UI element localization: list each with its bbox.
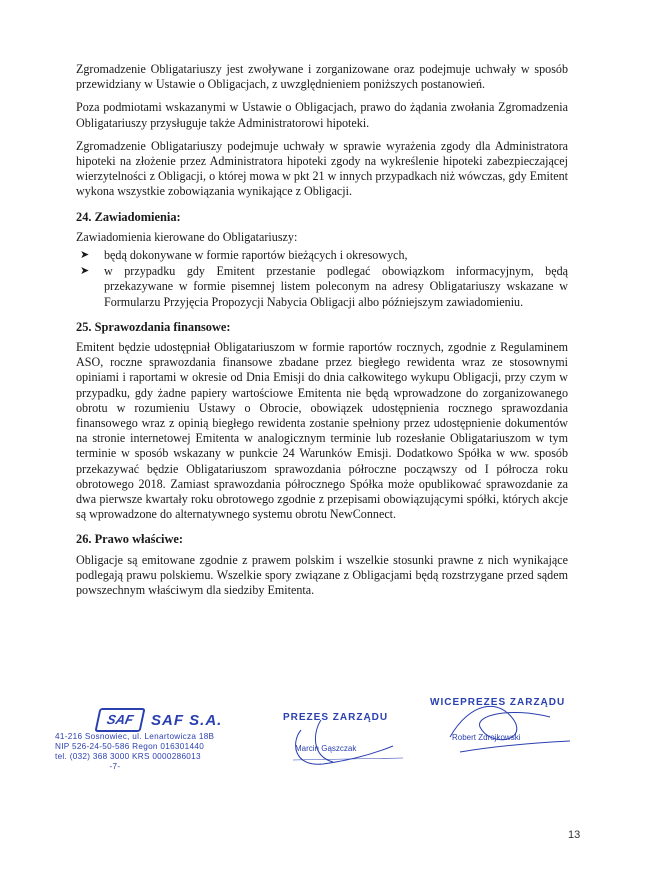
list-item xyxy=(76,248,568,263)
signature-title: PREZES ZARZĄDU xyxy=(283,712,389,723)
section-26-body: Obligacje są emitowane zgodnie z prawem polskim i wszelkie stosunki prawne z nich wynikające podlegają prawu polskiemu. Wszelkie spory związane z Obligacjami będą rozstrzygane przed sądem powszechnym właściwym dla siedziby Emitenta. xyxy=(76,552,568,598)
heading-section-26: 26. Prawo właściwe: xyxy=(76,532,184,547)
signature-title: WICEPREZES ZARZĄDU xyxy=(430,697,566,708)
list-item xyxy=(76,264,568,310)
document-body xyxy=(76,62,568,606)
page-number: 13 xyxy=(568,829,581,841)
arrow-bullet-icon: ➤ xyxy=(80,265,90,278)
section-24-intro: Zawiadomienia kierowane do Obligatariuszy: xyxy=(76,229,298,244)
list-item-text: będą dokonywane w formie raportów bieżących i okresowych, xyxy=(104,248,408,263)
signature-name: Robert Zdrojkowski xyxy=(452,733,521,742)
section-24-list xyxy=(76,248,568,310)
paragraph-meeting-convening: Zgromadzenie Obligatariuszy jest zwoływane i zorganizowane oraz podejmuje uchwały w sposób przewidziany w Ustawie o Obligacjach, z uwzględnieniem poniższych postanowień. xyxy=(76,62,568,92)
section-25-body: Emitent będzie udostępniał Obligatariuszom w formie raportów rocznych, zgodnie z Regulaminem ASO, roczne sprawozdania finansowe zbadane przez biegłego rewidenta wraz ze stosownymi opiniami i raportami w okresie od Dnia Emisji do dnia całkowitego wykupu Obligacji, przy czym w przypadku, gdy żadne papiery wartościowe Emitenta nie będą wprowadzone do zorganizowanego obrotu w rozumieniu Ustawy o Obrocie, obowiązek udostępnienia rocznego sprawozdania finansowego wraz z opinią biegłego rewidenta zostanie spełniony przez udostępnienie dokumentów na stronie internetowej Emitenta w analogicznym terminie lub rozesłanie Obligatariuszom w tym terminie w sposób wskazany w punkcie 24 Warunków Emisji. Dodatkowo Spółka w ww. sposób przekazywać będzie Obligatariuszom sprawozdania półroczne począwszy od I półrocza roku obrotowego 2018. Zamiast sprawozdania półrocznego Spółka może opublikować sprawozdanie za dwa pierwsze kwartały roku obrotowego zgodnie z przepisami obowiązującymi spółki, których akcje są wprowadzone do alternatywnego systemu obrotu NewConnect. xyxy=(76,340,568,522)
heading-section-24: 24. Zawiadomienia: xyxy=(76,209,181,224)
company-phone-krs: tel. (032) 368 3000 KRS 0000286013 xyxy=(55,752,201,761)
signature-vice-president xyxy=(430,697,580,767)
company-name: SAF S.A. xyxy=(151,711,223,729)
paragraph-meeting-resolutions: Zgromadzenie Obligatariuszy podejmuje uchwały w sprawie wyrażenia zgody dla Administratora hipoteki na złożenie przez Administratora hipoteki zgody na wykreślenie hipoteki zabezpieczającej wierzytelności z Obligacji, o której mowa w pkt 21 w innych przypadkach niż wówczas, gdy Emitent wykona wszystkie zobowiązania wynikające z Obligacji. xyxy=(76,138,568,199)
company-nip-regon: NIP 526-24-50-586 Regon 016301440 xyxy=(55,742,205,751)
heading-section-25: 25. Sprawozdania finansowe: xyxy=(76,319,231,334)
paragraph-meeting-right: Poza podmiotami wskazanymi w Ustawie o Obligacjach, prawo do żądania zwołania Zgromadzenia Obligatariuszy przysługuje także Administratorowi hipoteki. xyxy=(76,100,568,130)
list-item-text: w przypadku gdy Emitent przestanie podlegać obowiązkom informacyjnym, będą przekazywane w formie pisemnej listem poleconym na adresy Obligatariuszy wskazane w Formularzu Przyjęcia Propozycji Nabycia Obligacji albo późniejszym zawiadomieniu. xyxy=(104,264,568,309)
signature-name: Marcin Gąszczak xyxy=(295,744,357,753)
saf-logo-icon: SAF xyxy=(94,708,145,732)
signature-president xyxy=(283,712,413,782)
signature-scribble-icon xyxy=(430,697,580,767)
stamp-mark: -7- xyxy=(109,762,121,771)
company-address: 41-216 Sosnowiec, ul. Lenartowicza 18B xyxy=(55,732,215,741)
company-stamp xyxy=(55,708,245,772)
company-logo xyxy=(97,708,245,732)
arrow-bullet-icon: ➤ xyxy=(80,249,90,262)
